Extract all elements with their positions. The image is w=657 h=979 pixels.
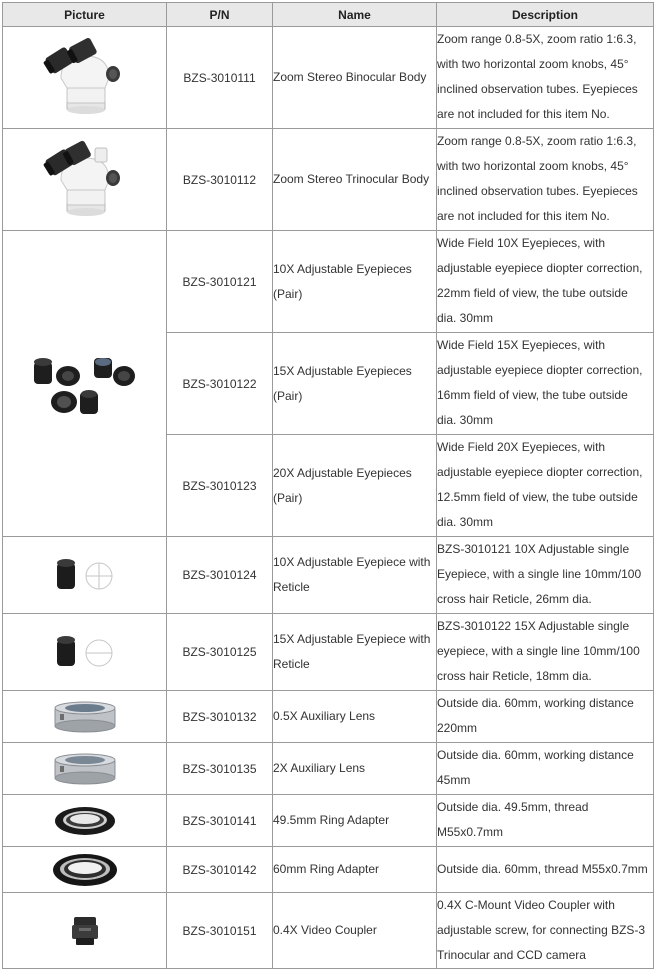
picture-cell — [3, 893, 167, 969]
pn-cell: BZS-3010142 — [167, 847, 273, 893]
aux-lens-image — [50, 752, 120, 786]
description-line: Outside dia. 60mm, working distance — [437, 748, 634, 762]
aux-lens-image — [50, 700, 120, 734]
name-cell: 15X Adjustable Eyepieces (Pair) — [273, 333, 437, 435]
product-table — [2, 2, 654, 969]
description-cell — [437, 27, 654, 129]
description-cell — [437, 435, 654, 537]
pn-cell: BZS-3010151 — [167, 893, 273, 969]
trinocular-body-image — [43, 136, 127, 224]
picture-cell — [3, 27, 167, 129]
description-cell — [437, 743, 654, 795]
table-row — [3, 795, 654, 847]
name-cell: 20X Adjustable Eyepieces (Pair) — [273, 435, 437, 537]
header-pn: P/N — [167, 3, 273, 27]
pn-cell: BZS-3010112 — [167, 129, 273, 231]
name-cell: 49.5mm Ring Adapter — [273, 795, 437, 847]
pn-cell: BZS-3010122 — [167, 333, 273, 435]
description-line: with two horizontal zoom knobs, 45° — [437, 57, 629, 71]
description-line: Wide Field 10X Eyepieces, with — [437, 236, 606, 250]
description-line: 0.4X C-Mount Video Coupler with — [437, 898, 615, 912]
header-description: Description — [437, 3, 654, 27]
description-line: with two horizontal zoom knobs, 45° — [437, 159, 629, 173]
table-row — [3, 129, 654, 231]
description-line: 220mm — [437, 721, 478, 735]
table-row — [3, 893, 654, 969]
description-line: Wide Field 20X Eyepieces, with — [437, 440, 606, 454]
name-cell: Zoom Stereo Binocular Body — [273, 27, 437, 129]
picture-cell — [3, 691, 167, 743]
eyepiece-reticle-image — [53, 555, 117, 595]
description-line: Outside dia. 49.5mm, thread — [437, 800, 589, 814]
description-line: 12.5mm field of view, the tube outside — [437, 490, 638, 504]
description-line: Outside dia. 60mm, thread M55x0.7mm — [437, 862, 648, 876]
description-cell — [437, 614, 654, 691]
description-line: dia. 30mm — [437, 413, 494, 427]
table-row — [3, 27, 654, 129]
pn-cell: BZS-3010124 — [167, 537, 273, 614]
description-line: adjustable eyepiece diopter correction, — [437, 465, 643, 479]
description-line: inclined observation tubes. Eyepieces — [437, 184, 638, 198]
pn-cell: BZS-3010141 — [167, 795, 273, 847]
description-line: dia. 30mm — [437, 515, 494, 529]
table-row — [3, 231, 654, 333]
pn-cell: BZS-3010132 — [167, 691, 273, 743]
description-cell — [437, 231, 654, 333]
description-line: 16mm field of view, the tube outside — [437, 388, 628, 402]
description-line: Trinocular and CCD camera — [437, 948, 586, 962]
description-cell — [437, 129, 654, 231]
description-line: Wide Field 15X Eyepieces, with — [437, 338, 606, 352]
description-line: eyepiece, with a single line 10mm/100 — [437, 644, 640, 658]
description-cell — [437, 537, 654, 614]
description-cell — [437, 795, 654, 847]
description-cell — [437, 893, 654, 969]
name-cell: 10X Adjustable Eyepieces (Pair) — [273, 231, 437, 333]
description-line: adjustable screw, for connecting BZS-3 — [437, 923, 646, 937]
description-line: are not included for this item No. — [437, 107, 610, 121]
table-row — [3, 691, 654, 743]
pn-cell: BZS-3010135 — [167, 743, 273, 795]
description-line: adjustable eyepiece diopter correction, — [437, 261, 643, 275]
description-line: BZS-3010121 10X Adjustable single — [437, 542, 630, 556]
ring-adapter-small-image — [50, 803, 120, 839]
pn-cell: BZS-3010111 — [167, 27, 273, 129]
binocular-body-image — [43, 34, 127, 122]
table-row — [3, 847, 654, 893]
header-row — [3, 3, 654, 27]
description-line: Eyepiece, with a single line 10mm/100 — [437, 567, 642, 581]
description-line: cross hair Reticle, 26mm dia. — [437, 592, 592, 606]
name-cell: 15X Adjustable Eyepiece with Reticle — [273, 614, 437, 691]
picture-cell — [3, 614, 167, 691]
name-cell: 0.5X Auxiliary Lens — [273, 691, 437, 743]
eyepiece-reticle-image — [53, 632, 117, 672]
table-row — [3, 537, 654, 614]
name-cell: 0.4X Video Coupler — [273, 893, 437, 969]
ring-adapter-large-image — [48, 850, 122, 890]
header-picture: Picture — [3, 3, 167, 27]
description-line: M55x0.7mm — [437, 825, 504, 839]
pn-cell: BZS-3010121 — [167, 231, 273, 333]
video-coupler-image — [65, 911, 105, 951]
description-line: cross hair Reticle, 18mm dia. — [437, 669, 592, 683]
name-cell: Zoom Stereo Trinocular Body — [273, 129, 437, 231]
description-line: Outside dia. 60mm, working distance — [437, 696, 634, 710]
description-line: dia. 30mm — [437, 311, 494, 325]
table-row — [3, 743, 654, 795]
name-cell: 10X Adjustable Eyepiece with Reticle — [273, 537, 437, 614]
description-cell — [437, 333, 654, 435]
description-line: 45mm — [437, 773, 471, 787]
description-line: adjustable eyepiece diopter correction, — [437, 363, 643, 377]
description-line: inclined observation tubes. Eyepieces — [437, 82, 638, 96]
description-cell — [437, 691, 654, 743]
description-line: Zoom range 0.8-5X, zoom ratio 1:6.3, — [437, 134, 637, 148]
pn-cell: BZS-3010123 — [167, 435, 273, 537]
eyepieces-group-image — [30, 352, 140, 416]
description-cell — [437, 847, 654, 893]
description-line: 22mm field of view, the tube outside — [437, 286, 628, 300]
picture-cell — [3, 743, 167, 795]
table-row — [3, 614, 654, 691]
description-line: are not included for this item No. — [437, 209, 610, 223]
picture-cell — [3, 129, 167, 231]
description-line: Zoom range 0.8-5X, zoom ratio 1:6.3, — [437, 32, 637, 46]
name-cell: 2X Auxiliary Lens — [273, 743, 437, 795]
picture-cell — [3, 847, 167, 893]
picture-cell — [3, 231, 167, 537]
name-cell: 60mm Ring Adapter — [273, 847, 437, 893]
picture-cell — [3, 795, 167, 847]
description-line: BZS-3010122 15X Adjustable single — [437, 619, 630, 633]
pn-cell: BZS-3010125 — [167, 614, 273, 691]
header-name: Name — [273, 3, 437, 27]
picture-cell — [3, 537, 167, 614]
